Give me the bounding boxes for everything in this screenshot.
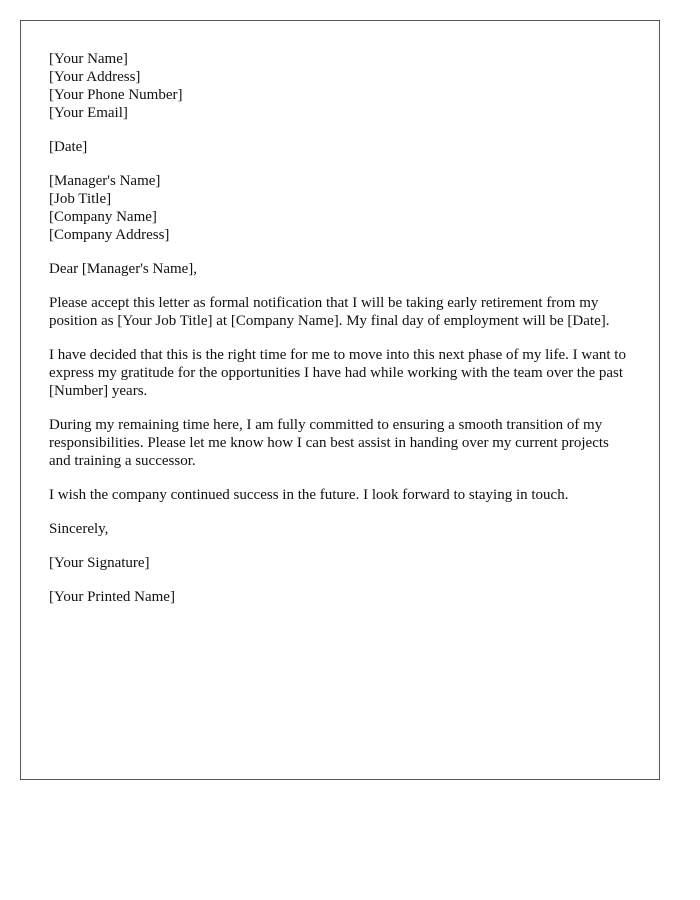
- sender-address: [Your Address]: [49, 69, 141, 85]
- salutation: Dear [Manager's Name],: [49, 261, 198, 277]
- recipient-title: [Job Title]: [49, 191, 112, 207]
- sender-email: [Your Email]: [49, 105, 128, 121]
- recipient-address: [Company Address]: [49, 227, 170, 243]
- sender-name: [Your Name]: [49, 51, 128, 67]
- letter-date: [Date]: [49, 139, 88, 155]
- signature: [Your Signature]: [49, 555, 150, 571]
- recipient-block: [49, 172, 631, 244]
- printed-name: [Your Printed Name]: [49, 589, 175, 605]
- date-block: [49, 138, 631, 156]
- body-paragraph-4: I wish the company continued success in the future. I look forward to staying in touch.: [49, 487, 569, 503]
- recipient-name: [Manager's Name]: [49, 173, 161, 189]
- sender-phone: [Your Phone Number]: [49, 87, 183, 103]
- closing: Sincerely,: [49, 521, 109, 537]
- body-paragraph-1: Please accept this letter as formal notification that I will be taking early retirement from my position as [Your Job Title] at [Company Name]. My final day of employment will be [Date].: [49, 295, 610, 329]
- body-paragraph-2: I have decided that this is the right time for me to move into this next phase of my life. I want to express my gratitude for the opportunities I have had while working with the team over the past [Number] years.: [49, 347, 626, 399]
- letter-page: [20, 20, 660, 780]
- body-paragraph-3: During my remaining time here, I am fully committed to ensuring a smooth transition of my responsibilities. Please let me know how I can best assist in handing over my current projects and training a successor.: [49, 417, 609, 469]
- sender-block: [49, 50, 631, 122]
- recipient-company: [Company Name]: [49, 209, 157, 225]
